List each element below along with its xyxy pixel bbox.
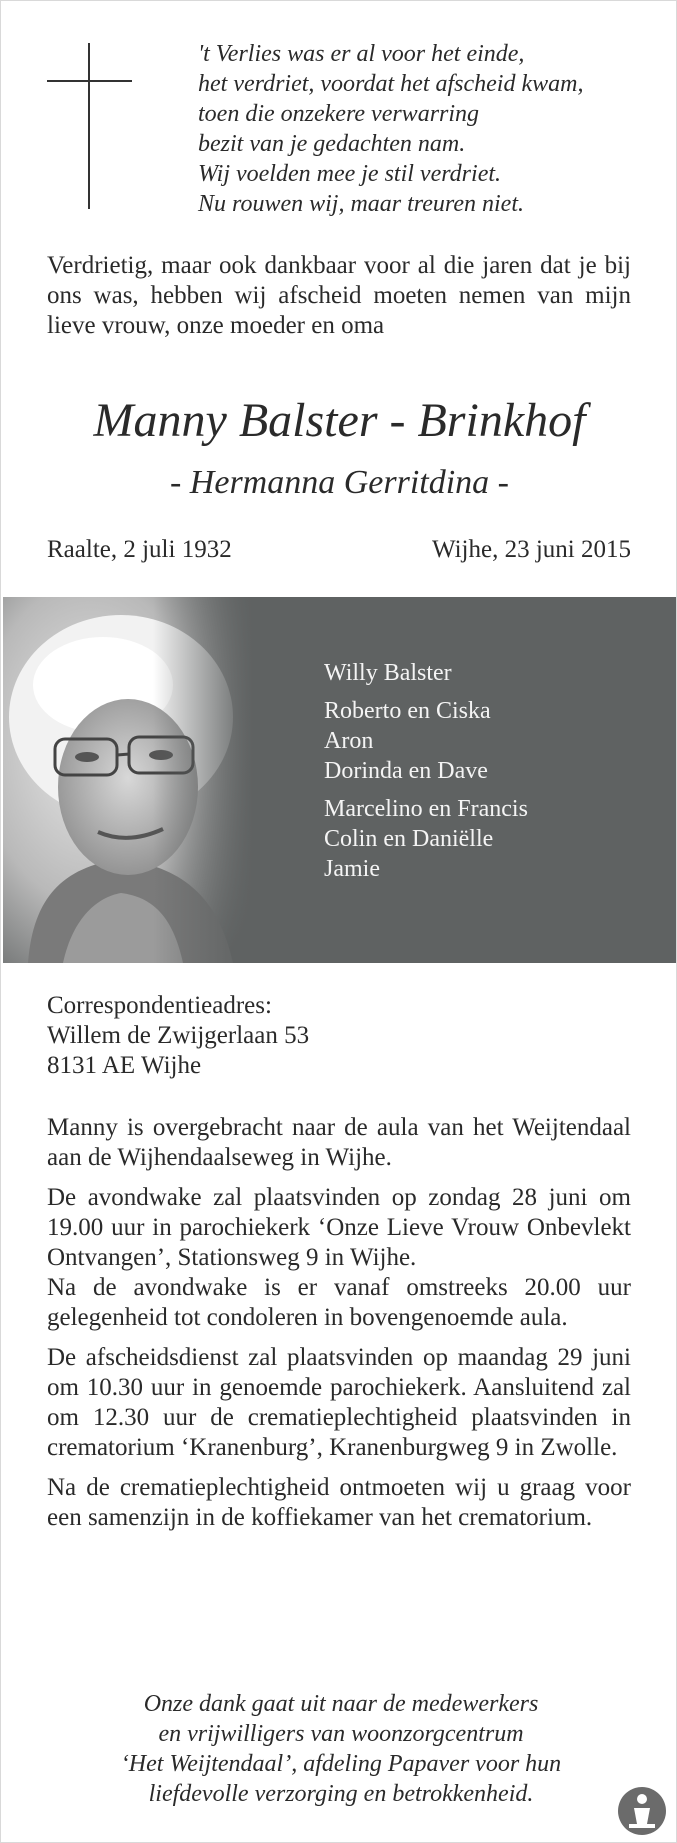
address-label: Correspondentieadres:: [47, 992, 272, 1019]
poem-line: het verdriet, voordat het afscheid kwam,: [198, 71, 584, 97]
arrangements-paragraph: De afscheidsdienst zal plaatsvinden op maandag 29 juni om 10.30 uur in genoemde parochiekerk. Aansluitend zal om 12.30 uur de crematieplechtigheid plaatsvinden in crematorium ‘Kranenburg’, Kranenburgweg 9 in Zwolle.: [47, 1344, 631, 1461]
cross-icon-bar: [47, 80, 132, 82]
family-group: [324, 794, 644, 884]
family-group: [324, 658, 644, 688]
death-date: Wijhe, 23 juni 2015: [432, 536, 631, 563]
poem-line: bezit van je gedachten nam.: [198, 131, 466, 157]
birth-date: Raalte, 2 juli 1932: [47, 536, 232, 563]
family-group: [324, 696, 644, 786]
arrangements-paragraph: Na de avondwake is er vanaf omstreeks 20.00 uur gelegenheid tot condoleren in bovengenoemde aula.: [47, 1274, 631, 1331]
thanks-line: liefdevolle verzorging en betrokkenheid.: [148, 1781, 534, 1807]
arrangements-paragraph: Na de crematieplechtigheid ontmoeten wij u graag voor een samenzijn in de koffiekamer van het crematorium.: [47, 1474, 631, 1531]
arrangements: [47, 1113, 631, 1543]
portrait-photo: [3, 597, 253, 963]
family-member: Colin en Daniëlle: [324, 826, 494, 852]
family-member: Willy Balster: [324, 660, 452, 686]
family-member: Jamie: [324, 856, 380, 882]
intro-text: Verdrietig, maar ook dankbaar voor al die jaren dat je bij ons was, hebben wij afscheid moeten nemen van mijn lieve vrouw, onze moeder en oma: [47, 252, 631, 339]
thanks-line: en vrijwilligers van woonzorgcentrum: [158, 1721, 524, 1747]
deceased-name: Manny Balster - Brinkhof: [93, 394, 586, 447]
deceased-full-name: - Hermanna Gerritdina -: [169, 464, 510, 501]
poem-line: toen die onzekere verwarring: [198, 101, 480, 127]
poem: [198, 39, 638, 219]
life-dates: [47, 534, 631, 566]
family-member: Dorinda en Dave: [324, 758, 488, 784]
correspondence-address: [47, 991, 631, 1081]
poem-line: Nu rouwen wij, maar treuren niet.: [198, 191, 524, 217]
family-list: [324, 658, 644, 892]
arrangements-paragraph: Manny is overgebracht naar de aula van het Weijtendaal aan de Wijhendaalseweg in Wijhe.: [47, 1114, 631, 1171]
address-city: 8131 AE Wijhe: [47, 1052, 202, 1079]
family-member: Roberto en Ciska: [324, 698, 491, 724]
family-member: Marcelino en Francis: [324, 796, 528, 822]
poem-line: Wij voelden mee je stil verdriet.: [198, 161, 502, 187]
address-street: Willem de Zwijgerlaan 53: [47, 1022, 310, 1049]
family-member: Aron: [324, 728, 374, 754]
poem-line: 't Verlies was er al voor het einde,: [198, 41, 525, 67]
memorial-logo-icon: [617, 1786, 667, 1836]
cross-icon: [88, 43, 90, 209]
thanks-line: Onze dank gaat uit naar de medewerkers: [143, 1691, 539, 1717]
thanks-note: [61, 1689, 621, 1809]
arrangements-paragraph: De avondwake zal plaatsvinden op zondag 28 juni om 19.00 uur in parochiekerk ‘Onze Lieve Vrouw Onbevlekt Ontvangen’, Stationsweg 9 in Wijhe.: [47, 1184, 631, 1271]
thanks-line: ‘Het Weijtendaal’, afdeling Papaver voor hun: [120, 1751, 562, 1777]
